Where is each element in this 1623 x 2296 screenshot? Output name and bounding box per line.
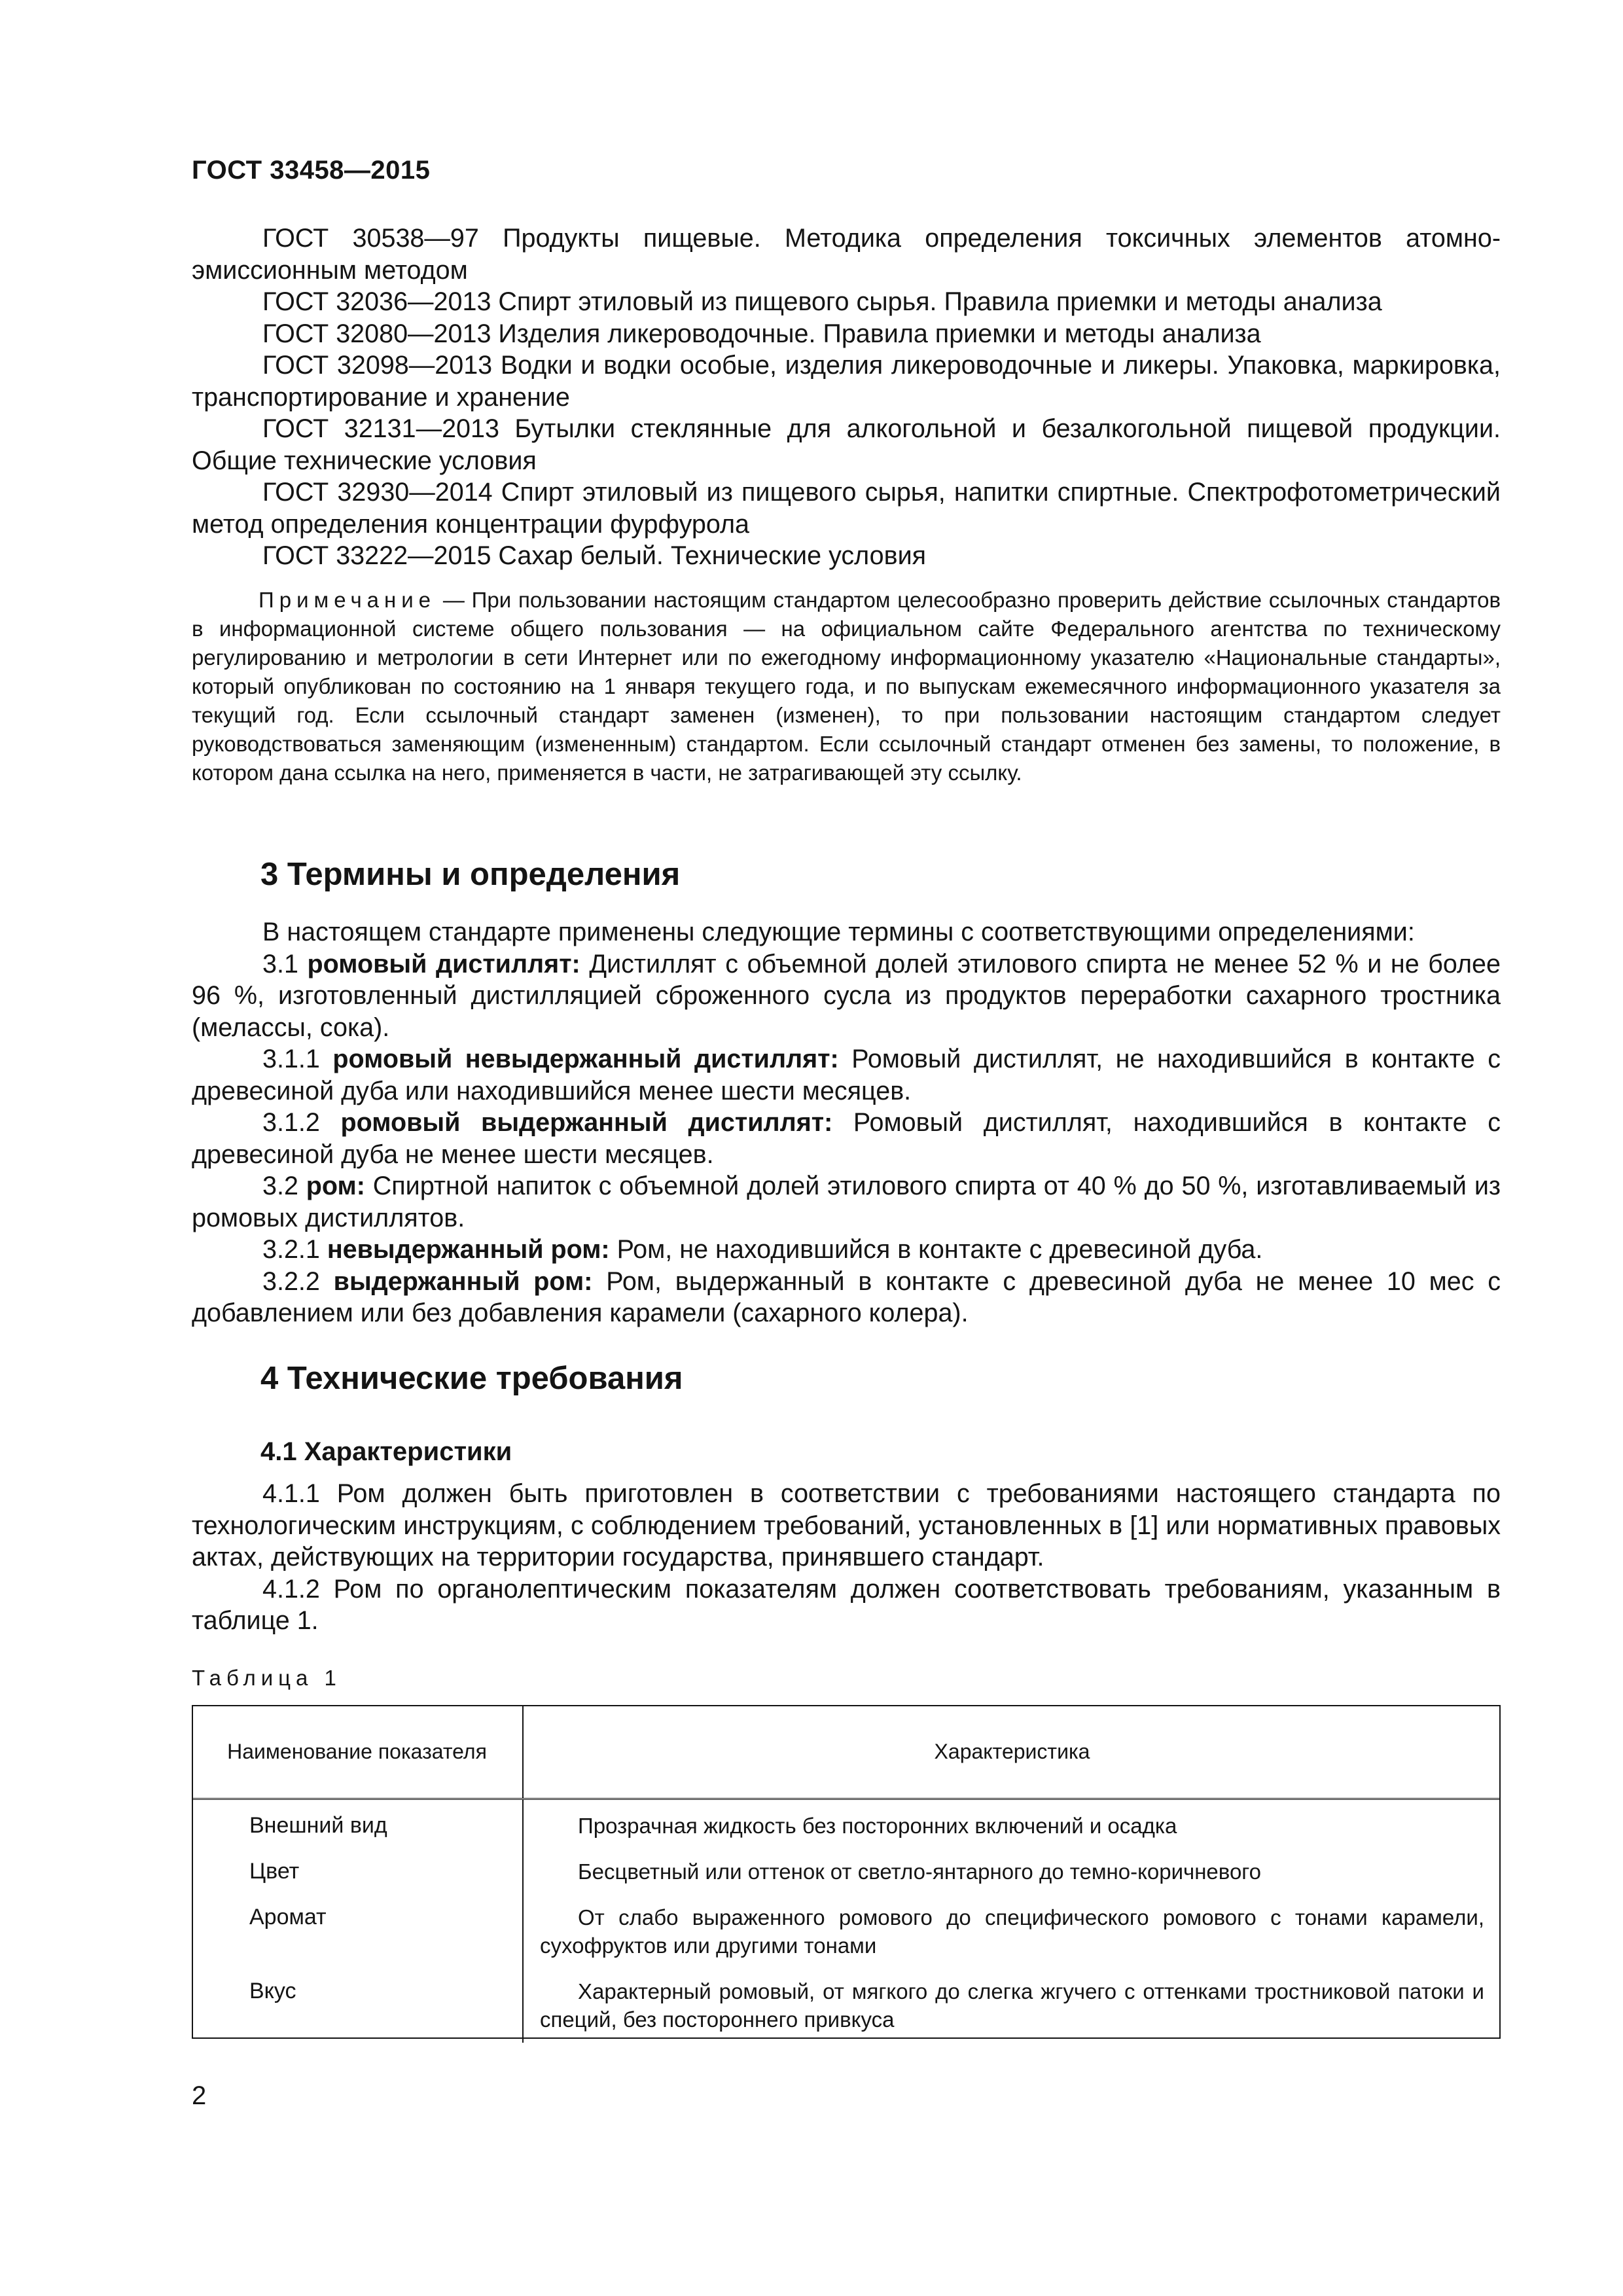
term-item <box>192 1266 1501 1329</box>
requirement-paragraph: 4.1.2 Ром по органолептическим показателям должен соответствовать требованиям, указанным в таблице 1. <box>192 1574 1501 1635</box>
indicator-characteristic: От слабо выраженного ромового до специфического ромового с тонами карамели, сухофруктов или другими тонами <box>540 1905 1484 1958</box>
normative-references-list <box>192 223 1501 572</box>
term-name: невыдержанный ром: <box>327 1235 610 1264</box>
technical-requirements <box>192 1478 1501 1637</box>
section-4-title: 4 Технические требования <box>260 1361 683 1396</box>
term-number: 3.2 <box>262 1172 306 1200</box>
table-row <box>192 1799 1501 1841</box>
table-row <box>192 1886 1501 1960</box>
term-definition: Ром, не находившийся в контакте с древесиной дуба. <box>609 1235 1263 1264</box>
column-header-characteristic: Характеристика <box>523 1705 1501 1799</box>
table-row <box>192 1960 1501 2043</box>
term-number: 3.2.2 <box>262 1266 334 1296</box>
term-definition: Ромовый дистиллят, не находившийся в контакте с древесиной дуба или находившийся менее шести месяцев. <box>192 1045 1501 1105</box>
indicator-characteristic: Бесцветный или оттенок от светло-янтарного до темно-коричневого <box>578 1859 1261 1884</box>
term-number: 3.1 <box>262 949 308 978</box>
table-row <box>192 1840 1501 1886</box>
page-number: 2 <box>192 2081 207 2110</box>
term-item <box>192 948 1501 1044</box>
term-definition: Ромовый дистиллят, находившийся в контакте с древесиной дуба не менее шести месяцев. <box>192 1108 1501 1169</box>
term-name: ромовый невыдержанный дистиллят: <box>332 1045 839 1073</box>
section-3-title: 3 Термины и определения <box>260 857 681 892</box>
indicator-name: Внешний вид <box>192 1799 523 1841</box>
table-header-row <box>192 1705 1501 1799</box>
reference-item: ГОСТ 32930—2014 Спирт этиловый из пищевого сырья, напитки спиртные. Спектрофотометрический метод определения концентрации фурфурола <box>192 478 1501 539</box>
term-number: 3.1.2 <box>262 1108 341 1137</box>
term-definition: Спиртной напиток с объемной долей этилового спирта от 40 % до 50 %, изготавливаемый из ромовых дистиллятов. <box>192 1172 1501 1232</box>
term-name: ромовый выдержанный дистиллят: <box>340 1108 833 1137</box>
term-name: выдержанный ром: <box>333 1266 593 1296</box>
term-number: 3.2.1 <box>262 1235 327 1264</box>
terms-intro: В настоящем стандарте применены следующие термины с соответствующими определениями: <box>262 918 1415 946</box>
reference-item: ГОСТ 32131—2013 Бутылки стеклянные для алкогольной и безалкогольной пищевой продукции. Общие технические условия <box>192 414 1501 475</box>
term-definition: Дистиллят с объемной долей этилового спирта не менее 52 % и не более 96 %, изготовленный дистилляцией сброженного сусла из продуктов переработки сахарного тростника (мелассы, сока). <box>192 949 1501 1042</box>
subsection-4-1-title: 4.1 Характеристики <box>260 1437 512 1466</box>
requirement-paragraph: 4.1.1 Ром должен быть приготовлен в соответствии с требованиями настоящего стандарта по технологическим инструкциям, с соблюдением требований, установленных в [1] или нормативных правовых актах, действующих на территории государства, принявшего стандарт. <box>192 1479 1501 1571</box>
references-note <box>192 586 1501 787</box>
indicator-name: Аромат <box>192 1886 523 1960</box>
organoleptic-table <box>192 1705 1501 2043</box>
note-text: — При пользовании настоящим стандартом целесообразно проверить действие ссылочных стандартов в информационной системе общего пользования — на официальном сайте Федерального агентства по техническому регулированию и метрологии в сети Интернет или по ежегодному информационному указателю «Национальные стандарты», который опубликован по состоянию на 1 января текущего года, и по выпускам ежемесячного информационного указателя за текущий год. Если ссылочный стандарт заменен (изменен), то при пользовании настоящим стандартом следует руководствоваться заменяющим (измененным) стандартом. Если ссылочный стандарт отменен без замены, то положение, в котором дана ссылка на него, применяется в части, не затрагивающей эту ссылку. <box>192 588 1501 785</box>
note-label: Примечание <box>259 588 437 612</box>
term-number: 3.1.1 <box>262 1045 333 1073</box>
reference-item: ГОСТ 32036—2013 Спирт этиловый из пищевого сырья. Правила приемки и методы анализа <box>262 287 1382 316</box>
indicator-name: Цвет <box>192 1840 523 1886</box>
term-name: ром: <box>306 1172 365 1200</box>
standard-code-header: ГОСТ 33458—2015 <box>192 156 431 185</box>
reference-item: ГОСТ 33222—2015 Сахар белый. Технические условия <box>262 541 927 570</box>
term-item <box>192 1043 1501 1107</box>
term-definition: Ром, выдержанный в контакте с древесиной дуба не менее 10 мес с добавлением или без добавления карамели (сахарного колера). <box>192 1266 1501 1327</box>
term-item <box>192 1170 1501 1234</box>
indicator-characteristic: Прозрачная жидкость без посторонних включений и осадка <box>578 1814 1177 1838</box>
indicator-characteristic: Характерный ромовый, от мягкого до слегка жгучего с оттенками тростниковой патоки и специй, без постороннего привкуса <box>540 1979 1484 2032</box>
column-header-indicator: Наименование показателя <box>192 1705 523 1799</box>
term-item <box>192 1107 1501 1170</box>
term-name: ромовый дистиллят: <box>307 949 580 978</box>
terms-and-definitions <box>192 916 1501 1329</box>
reference-item: ГОСТ 32098—2013 Водки и водки особые, изделия ликероводочные и ликеры. Упаковка, маркировка, транспортирование и хранение <box>192 351 1501 412</box>
table-1-caption: Таблица 1 <box>192 1666 342 1690</box>
indicator-name: Вкус <box>192 1960 523 2043</box>
reference-item: ГОСТ 30538—97 Продукты пищевые. Методика определения токсичных элементов атомно-эмиссионным методом <box>192 224 1501 285</box>
reference-item: ГОСТ 32080—2013 Изделия ликероводочные. Правила приемки и методы анализа <box>262 319 1261 348</box>
term-item <box>192 1234 1501 1266</box>
